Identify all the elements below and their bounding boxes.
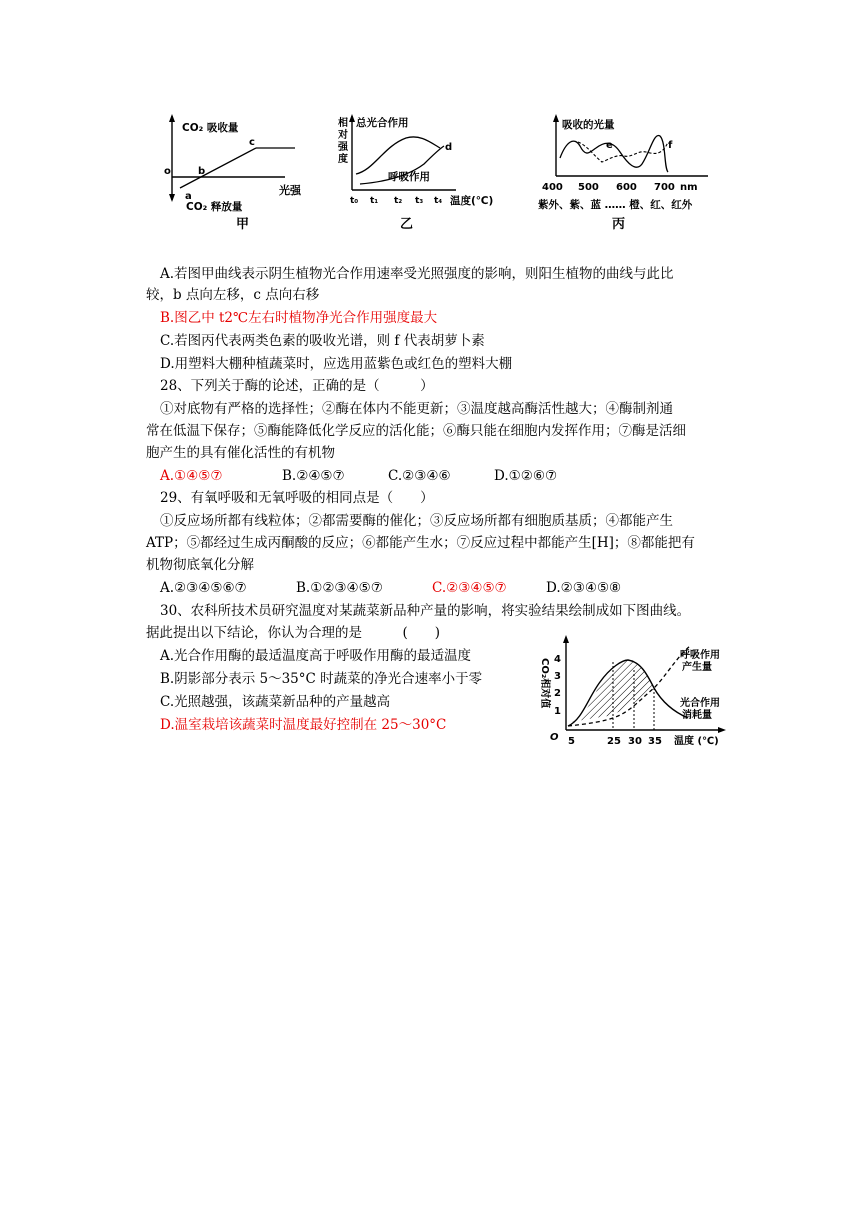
q29-options [160,578,621,598]
y-bottom-label: CO₂ 释放量 [186,201,243,213]
legend-respiration-2: 产生量 [682,662,712,673]
q27-option-d: D.用塑料大棚种植蔬菜时，应选用蓝紫色或红色的塑料大棚 [160,356,513,372]
q28-statement-line1: ①对底物有严格的选择性；②酶在体内不能更新；③温度越高酶活性越大；④酶制剂通 [160,401,673,417]
point-a: a [185,191,192,202]
point-c: c [249,137,255,148]
q29-statement-line3: 机物彻底氧化分解 [146,557,254,573]
tick-500: 500 [578,182,599,193]
x-label: 光强 [279,184,301,197]
q28-statement-line3: 胞产生的具有催化活性的有机物 [146,445,335,461]
caption: 乙 [400,217,414,232]
q30-option-b: B.阴影部分表示 5～35°C 时蔬菜的净光合速率小于零 [160,671,483,687]
q28-option-b: B.②④⑤⑦ [282,468,345,484]
y-label-4: 度 [338,154,348,165]
y-label: 吸收的光量 [562,119,615,131]
curve-f-label: f [668,140,673,151]
curve-respiration: 呼吸作用 [388,171,430,183]
q29-option-b: B.①②③④⑤⑦ [296,580,383,596]
x-tick-25: 25 [607,736,621,747]
q28-option-a: A.①④⑤⑦ [160,468,223,484]
figure-jia-svg [160,112,310,230]
q30-chart [528,632,760,754]
caption: 甲 [236,217,250,232]
legend-photosynthesis-2: 消耗量 [682,710,712,721]
q30-stem-line2: 据此提出以下结论，你认为合理的是 ( ) [146,625,441,641]
q27-option-a-line1: A.若图甲曲线表示阴生植物光合作用速率受光照强度的影响，则阳生植物的曲线与此比 [160,266,674,282]
legend-photosynthesis-1: 光合作用 [680,698,720,709]
y-tick-1: 1 [554,706,561,717]
y-label-2: 对 [338,130,348,141]
figure-jia [160,112,310,234]
tick-600: 600 [616,182,637,193]
q29-statement-line2: ATP；⑤都经过生成丙酮酸的反应；⑥都能产生水；⑦反应过程中都能产生[H]；⑧都能把有 [146,535,695,551]
curve-total-photosynthesis: 总光合作用 [356,117,409,129]
q30-option-d: D.温室栽培该蔬菜时温度最好控制在 25～30°C [160,717,447,733]
q27-option-b: B.图乙中 t2℃左右时植物净光合作用强度最大 [160,310,438,326]
figure-bing-svg [538,112,728,230]
caption: 丙 [612,217,626,232]
x-label: 温度(℃) [450,195,494,207]
y-tick-2: 2 [554,688,561,699]
figure-bing [538,112,728,234]
q30-chart-svg [528,632,760,750]
x-tick-35: 35 [648,736,662,747]
tick-t1: t₁ [370,196,379,206]
tick-t2: t₂ [394,196,403,206]
q29-option-c: C.②③④⑤⑦ [432,580,507,596]
q29-statement-line1: ①反应场所都有线粒体；②都需要酶的催化；③反应场所都有细胞质基质；④都能产生 [160,513,673,529]
y-tick-4: 4 [554,654,561,665]
tick-t3: t₃ [415,196,424,206]
y-label-1: 相 [338,118,348,129]
origin-label: O [550,732,559,743]
q27-option-a-line2: 较，b 点向左移，c 点向右移 [146,287,320,303]
origin-label: o [164,166,171,177]
y-top-label: CO₂ 吸收量 [182,122,239,134]
q29-option-d: D.②③④⑤⑧ [546,580,622,596]
q30-option-c: C.光照越强，该蔬菜新品种的产量越高 [160,694,391,710]
q30-stem-line1: 30、农科所技术员研究温度对某蔬菜新品种产量的影响，将实验结果绘制成如下图曲线。 [160,603,691,619]
y-tick-3: 3 [554,671,561,682]
tick-t4: t₄ [434,196,443,206]
x-axis-label: 温度 (℃) [674,736,719,747]
x-tick-5: 5 [568,736,575,747]
tick-400: 400 [542,182,563,193]
q28-stem: 28、下列关于酶的论述，正确的是（ ） [160,378,434,394]
y-label-3: 强 [338,142,348,153]
q27-option-c: C.若图丙代表两类色素的吸收光谱，则 f 代表胡萝卜素 [160,333,485,349]
curve-e-label: e [606,140,613,151]
q29-option-a: A.②③④⑤⑥⑦ [160,580,247,596]
tick-t0: t₀ [350,196,359,206]
y-axis-label: CO₂相对值 [539,658,550,709]
q29-stem: 29、有氧呼吸和无氧呼吸的相同点是（ ） [160,490,434,506]
q28-option-d: D.①②⑥⑦ [494,468,558,484]
x-tick-30: 30 [628,736,642,747]
point-d: d [445,142,453,153]
point-b: b [198,166,206,177]
figure-yi-svg [336,112,496,230]
tick-700: 700 [654,182,675,193]
tick-nm: nm [680,182,698,193]
q30-option-a: A.光合作用酶的最适温度高于呼吸作用酶的最适温度 [160,648,472,664]
spectrum-label: 紫外、紫、蓝 …… 橙、红、红外 [538,199,693,211]
figure-yi [336,112,496,234]
q28-statement-line2: 常在低温下保存；⑤酶能降低化学反应的活化能；⑥酶只能在细胞内发挥作用；⑦酶是活细 [146,423,686,439]
legend-respiration-1: 呼吸作用 [680,650,720,661]
q28-option-c: C.②③④⑥ [388,468,451,484]
q28-options [160,466,557,486]
